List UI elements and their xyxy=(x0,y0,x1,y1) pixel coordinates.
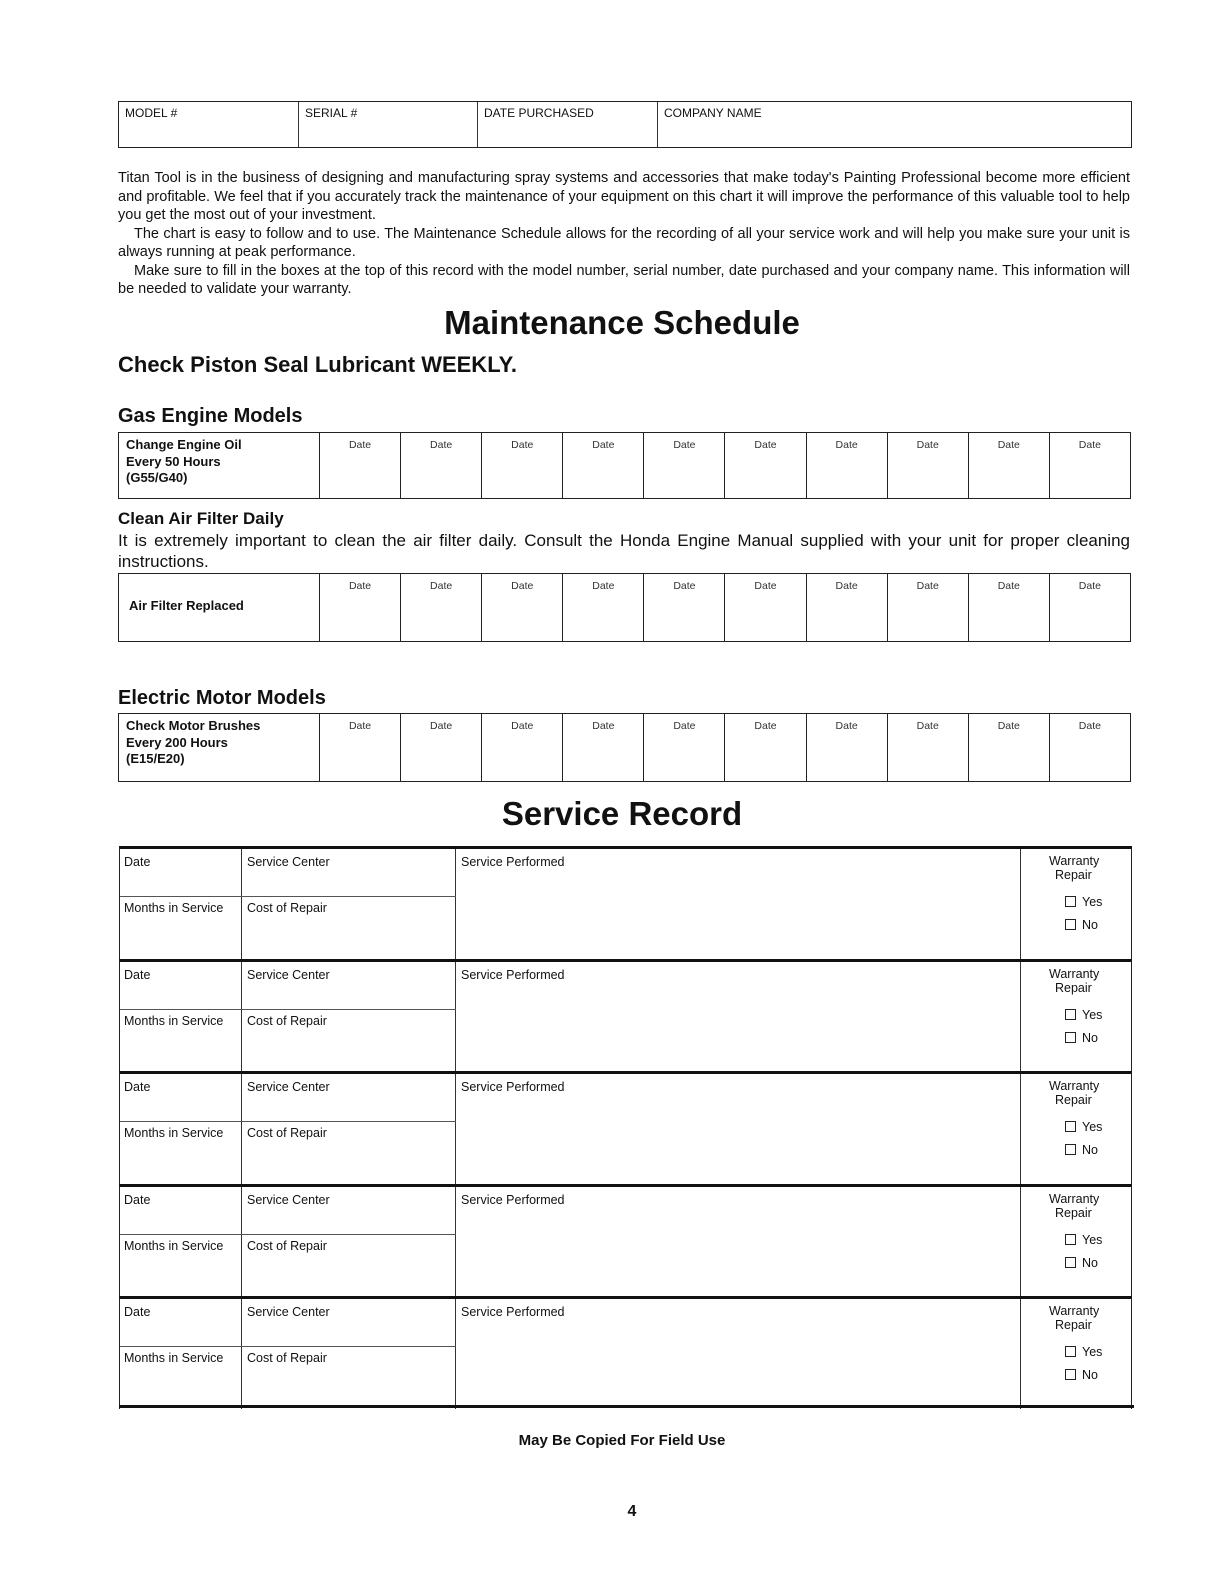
divider xyxy=(119,1405,1134,1408)
date-cell[interactable]: Date xyxy=(482,574,563,641)
page-number: 4 xyxy=(627,1503,637,1520)
date-field: Date xyxy=(124,1193,151,1207)
divider xyxy=(241,962,242,1072)
date-field: Date xyxy=(124,968,151,982)
service-record-row xyxy=(119,959,1132,1072)
gas-table xyxy=(118,432,1131,499)
company-name-field[interactable]: COMPANY NAME xyxy=(664,106,762,120)
service-record-row xyxy=(119,1296,1132,1409)
serial-field[interactable]: SERIAL # xyxy=(299,102,478,147)
divider xyxy=(120,896,456,897)
date-cell[interactable]: Date xyxy=(482,433,563,498)
date-cell[interactable]: Date xyxy=(969,574,1050,641)
date-cell[interactable]: Date xyxy=(807,714,888,781)
task-label-line: Every 50 Hours xyxy=(126,453,221,469)
date-cell[interactable]: Date xyxy=(563,714,644,781)
date-cell[interactable]: Date xyxy=(888,574,969,641)
task-label-line: Change Engine Oil xyxy=(126,437,242,452)
date-cell[interactable]: Date xyxy=(644,714,725,781)
cost-of-repair-field: Cost of Repair xyxy=(247,1351,327,1365)
electric-heading: Electric Motor Models xyxy=(118,687,326,709)
service-center-field: Service Center xyxy=(247,1080,330,1094)
date-cell[interactable]: Date xyxy=(1078,439,1101,451)
date-cell[interactable]: Date xyxy=(725,433,806,498)
yes-checkbox[interactable] xyxy=(1065,1233,1102,1247)
no-checkbox[interactable] xyxy=(1065,1031,1098,1045)
date-cell[interactable]: Date xyxy=(644,433,725,498)
date-cell[interactable]: Date xyxy=(807,433,888,498)
date-field: Date xyxy=(124,1305,151,1319)
divider xyxy=(120,1009,456,1010)
intro-text xyxy=(118,169,1130,299)
cost-of-repair-field: Cost of Repair xyxy=(247,901,327,915)
warranty-label: Repair xyxy=(1055,1318,1092,1332)
divider xyxy=(241,1299,242,1409)
service-center-field: Service Center xyxy=(247,855,330,869)
air-table xyxy=(118,573,1131,642)
intro-paragraph: The chart is easy to follow and to use. The Maintenance Schedule allows for the recording of all your service work and will help you make sure your unit is always running at peak performance. xyxy=(118,225,1130,260)
date-cell[interactable]: Date xyxy=(1078,580,1101,592)
yes-label: Yes xyxy=(1082,895,1103,909)
header-fields xyxy=(118,101,1132,148)
service-center-field: Service Center xyxy=(247,968,330,982)
intro-paragraph: Make sure to fill in the boxes at the top of this record with the model number, serial number, date purchased and your company name. This information will be needed to validate your warranty. xyxy=(118,262,1130,297)
date-cell[interactable]: Date xyxy=(401,574,482,641)
warranty-label: Repair xyxy=(1055,1206,1092,1220)
yes-label: Yes xyxy=(1082,1233,1103,1247)
divider xyxy=(120,1121,456,1122)
date-cell[interactable]: Date xyxy=(888,714,969,781)
date-cell[interactable]: Date xyxy=(969,433,1050,498)
date-cell[interactable]: Date xyxy=(401,714,482,781)
no-checkbox[interactable] xyxy=(1065,1256,1098,1270)
no-checkbox[interactable] xyxy=(1065,1368,1098,1382)
date-cell[interactable]: Date xyxy=(320,574,401,641)
divider xyxy=(1020,1074,1021,1184)
service-performed-field: Service Performed xyxy=(461,1305,565,1319)
divider xyxy=(241,849,242,959)
date-cell[interactable]: Date xyxy=(888,433,969,498)
service-performed-field: Service Performed xyxy=(461,1193,565,1207)
divider xyxy=(1020,962,1021,1072)
no-label: No xyxy=(1082,1031,1098,1045)
model-field[interactable]: MODEL # xyxy=(119,102,299,147)
warranty-label: Repair xyxy=(1055,868,1092,882)
air-text: It is extremely important to clean the air filter daily. Consult the Honda Engine Manual supplied with your unit for proper cleaning instructions. xyxy=(118,531,1130,571)
service-title: Service Record xyxy=(501,795,743,832)
task-label-line: (G55/G40) xyxy=(126,470,188,485)
no-label: No xyxy=(1082,918,1098,932)
no-label: No xyxy=(1082,1143,1098,1157)
weekly-note: Check Piston Seal Lubricant WEEKLY. xyxy=(118,352,517,377)
divider xyxy=(455,849,456,959)
task-label xyxy=(119,574,320,641)
date-cell[interactable]: Date xyxy=(320,714,401,781)
task-label xyxy=(119,714,320,781)
task-label-line: Air Filter Replaced xyxy=(129,598,244,613)
divider xyxy=(1020,1299,1021,1409)
gas-heading: Gas Engine Models xyxy=(118,405,303,427)
warranty-label: Repair xyxy=(1055,981,1092,995)
footer-note: May Be Copied For Field Use xyxy=(518,1432,726,1449)
yes-label: Yes xyxy=(1082,1120,1103,1134)
service-performed-field: Service Performed xyxy=(461,1080,565,1094)
divider xyxy=(455,962,456,1072)
task-label-line: Check Motor Brushes xyxy=(126,718,261,733)
yes-checkbox[interactable] xyxy=(1065,1120,1102,1134)
date-cell[interactable]: Date xyxy=(1078,720,1101,732)
yes-label: Yes xyxy=(1082,1345,1103,1359)
task-label-line: (E15/E20) xyxy=(126,751,185,766)
service-record-row xyxy=(119,1071,1132,1184)
no-label: No xyxy=(1082,1256,1098,1270)
date-cell[interactable]: Date xyxy=(320,433,401,498)
warranty-label: Warranty xyxy=(1049,1192,1100,1206)
divider xyxy=(120,1234,456,1235)
cost-of-repair-field: Cost of Repair xyxy=(247,1014,327,1028)
divider xyxy=(120,1346,456,1347)
date-cell[interactable]: Date xyxy=(969,714,1050,781)
date-cell[interactable]: Date xyxy=(482,714,563,781)
maintenance-title: Maintenance Schedule xyxy=(444,304,800,341)
date-cell[interactable]: Date xyxy=(401,433,482,498)
task-label xyxy=(119,433,320,498)
date-cell[interactable]: Date xyxy=(563,433,644,498)
divider xyxy=(1020,1187,1021,1297)
warranty-label: Warranty xyxy=(1049,1304,1100,1318)
date-field: Date xyxy=(124,855,151,869)
months-in-service-field: Months in Service xyxy=(124,1351,224,1365)
service-record-row xyxy=(119,846,1132,959)
date-cell[interactable]: Date xyxy=(644,574,725,641)
cost-of-repair-field: Cost of Repair xyxy=(247,1126,327,1140)
service-performed-field: Service Performed xyxy=(461,855,565,869)
divider xyxy=(1020,849,1021,959)
no-checkbox[interactable] xyxy=(1065,918,1098,932)
months-in-service-field: Months in Service xyxy=(124,1239,224,1253)
service-performed-field: Service Performed xyxy=(461,968,565,982)
yes-checkbox[interactable] xyxy=(1065,895,1102,909)
service-center-field: Service Center xyxy=(247,1305,330,1319)
no-checkbox[interactable] xyxy=(1065,1143,1098,1157)
yes-checkbox[interactable] xyxy=(1065,1008,1102,1022)
divider xyxy=(455,1299,456,1409)
warranty-label: Repair xyxy=(1055,1093,1092,1107)
date-cell[interactable]: Date xyxy=(563,574,644,641)
electric-table xyxy=(118,713,1131,782)
no-label: No xyxy=(1082,1368,1098,1382)
yes-label: Yes xyxy=(1082,1008,1103,1022)
divider xyxy=(241,1187,242,1297)
divider xyxy=(455,1187,456,1297)
months-in-service-field: Months in Service xyxy=(124,1014,224,1028)
service-record-row xyxy=(119,1184,1132,1297)
intro-paragraph: Titan Tool is in the business of designing and manufacturing spray systems and accessories that make today's Painting Professional become more efficient and profitable. We feel that if you accurately track the maintenance of your equipment on this chart it will improve the performance of this valuable tool to help you get the most out of your investment. xyxy=(118,170,1130,223)
date-cell[interactable]: Date xyxy=(725,714,806,781)
months-in-service-field: Months in Service xyxy=(124,1126,224,1140)
date-cell[interactable]: Date xyxy=(807,574,888,641)
date-cell[interactable]: Date xyxy=(725,574,806,641)
months-in-service-field: Months in Service xyxy=(124,901,224,915)
air-heading: Clean Air Filter Daily xyxy=(118,509,284,528)
yes-checkbox[interactable] xyxy=(1065,1345,1102,1359)
task-label-line: Every 200 Hours xyxy=(126,734,228,750)
date-field: Date xyxy=(124,1080,151,1094)
warranty-label: Warranty xyxy=(1049,967,1100,981)
cost-of-repair-field: Cost of Repair xyxy=(247,1239,327,1253)
warranty-label: Warranty xyxy=(1049,854,1100,868)
warranty-label: Warranty xyxy=(1049,1079,1100,1093)
service-center-field: Service Center xyxy=(247,1193,330,1207)
divider xyxy=(241,1074,242,1184)
date-purchased-field[interactable]: DATE PURCHASED xyxy=(478,102,658,147)
divider xyxy=(455,1074,456,1184)
